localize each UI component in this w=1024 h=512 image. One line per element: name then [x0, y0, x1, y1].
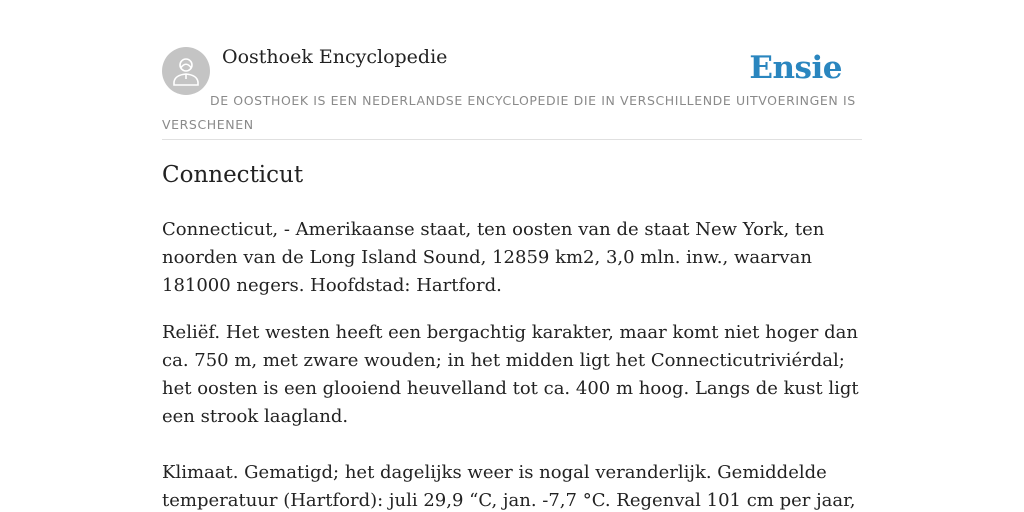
- header: [162, 0, 862, 140]
- brand-logo[interactable]: Ensie: [749, 50, 842, 86]
- article-paragraph-intro: Connecticut, - Amerikaanse staat, ten oosten van de staat New York, ten noorden van de Long Island Sound, 12859 km2, 3,0 mln. inw., waarvan 181000 negers. Hoofdstad: Hartford.: [162, 219, 825, 296]
- avatar[interactable]: [162, 47, 210, 95]
- user-icon: [171, 55, 201, 87]
- author-name[interactable]: Oosthoek Encyclopedie: [222, 46, 448, 68]
- article-title: Connecticut: [162, 162, 304, 188]
- article-paragraph-climate: Klimaat. Gematigd; het dagelijks weer is nogal veranderlijk. Gemiddelde temperatuur (Hartford): juli 29,9 “C, jan. -7,7 °C. Regenval 101 cm per jaar,: [162, 462, 856, 511]
- author-description: DE OOSTHOEK IS EEN NEDERLANDSE ENCYCLOPEDIE DIE IN VERSCHILLENDE UITVOERINGEN IS VERSCHENEN: [162, 93, 856, 132]
- page-container: [162, 0, 862, 511]
- article-paragraph-relief: Reliëf. Het westen heeft een bergachtig karakter, maar komt niet hoger dan ca. 750 m, met zware wouden; in het midden ligt het Connecticutriviérdal; het oosten is een glooiend heuvelland tot ca. 400 m hoog. Langs de kust ligt een strook laagland.: [162, 322, 859, 427]
